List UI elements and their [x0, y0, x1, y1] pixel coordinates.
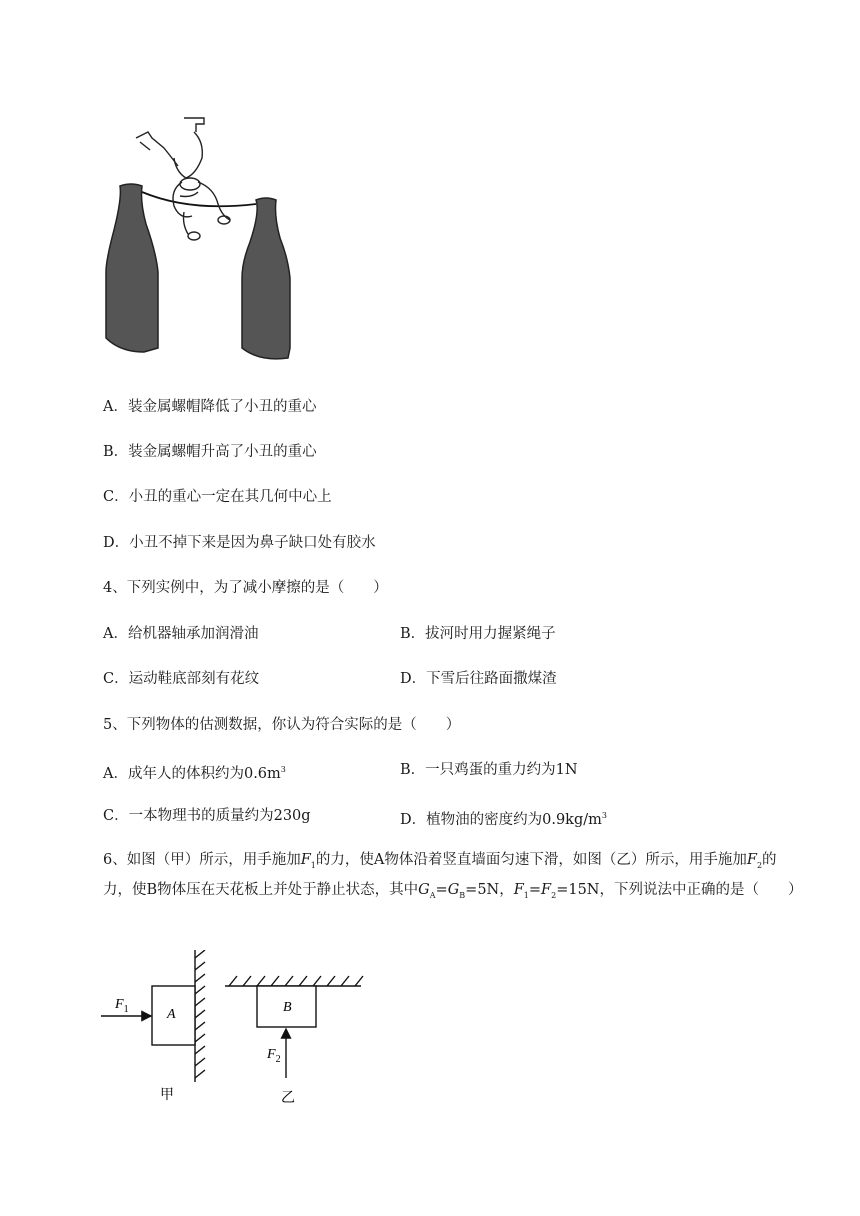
clown-balance-figure — [100, 112, 300, 364]
caption-yi: 乙 — [281, 1091, 295, 1106]
q5-option-b: B．一只鸡蛋的重力约为1N — [400, 762, 578, 778]
caption-jia: 甲 — [160, 1088, 174, 1103]
question-5-stem: 5、下列物体的估测数据，你认为符合实际的是（ ） — [103, 717, 461, 733]
option-d: D．小丑不掉下来是因为鼻子缺口处有胶水 — [103, 535, 376, 551]
label-a: A — [167, 1007, 176, 1022]
option-a: A．装金属螺帽降低了小丑的重心 — [103, 399, 317, 415]
option-c: C．小丑的重心一定在其几何中心上 — [103, 489, 332, 505]
left-bottle — [106, 184, 158, 352]
question-4-stem: 4、下列实例中，为了减小摩擦的是（ ） — [103, 580, 388, 596]
q4-option-c: C．运动鞋底部刻有花纹 — [103, 671, 260, 687]
ceiling — [225, 976, 363, 986]
wall — [195, 950, 205, 1082]
q5-option-c: C．一本物理书的质量约为230g — [103, 808, 311, 824]
q4-option-b: B．拔河时用力握紧绳子 — [400, 626, 556, 642]
q5-option-a: A．成年人的体积约为$0.6m^3$ — [103, 765, 286, 782]
rope — [142, 192, 256, 206]
right-bottle — [242, 198, 290, 359]
label-f1: $F_1$ — [115, 997, 129, 1015]
q4-option-a: A．给机器轴承加润滑油 — [103, 626, 259, 642]
clown — [136, 118, 230, 240]
question-6-stem: 6、如图（甲）所示，用手施加$F_1$的力，使A物体沿着竖直墙面匀速下滑，如图（乙）所示，用手施加$F_2$的力，使B物体压在天花板上并处于静止状态，其中$G_A=G_B=5N$，$F_1=F_2=15N$，下列说法中正确的是（ ） — [103, 852, 803, 900]
option-b: B．装金属螺帽升高了小丑的重心 — [103, 444, 317, 460]
label-f2: $F_2$ — [267, 1047, 281, 1065]
label-b: B — [283, 1000, 292, 1015]
q5-option-d: D．植物油的密度约为$0.9kg/m^3$ — [400, 811, 607, 828]
force-diagram — [95, 950, 375, 1110]
q4-option-d: D．下雪后往路面撒煤渣 — [400, 671, 557, 687]
